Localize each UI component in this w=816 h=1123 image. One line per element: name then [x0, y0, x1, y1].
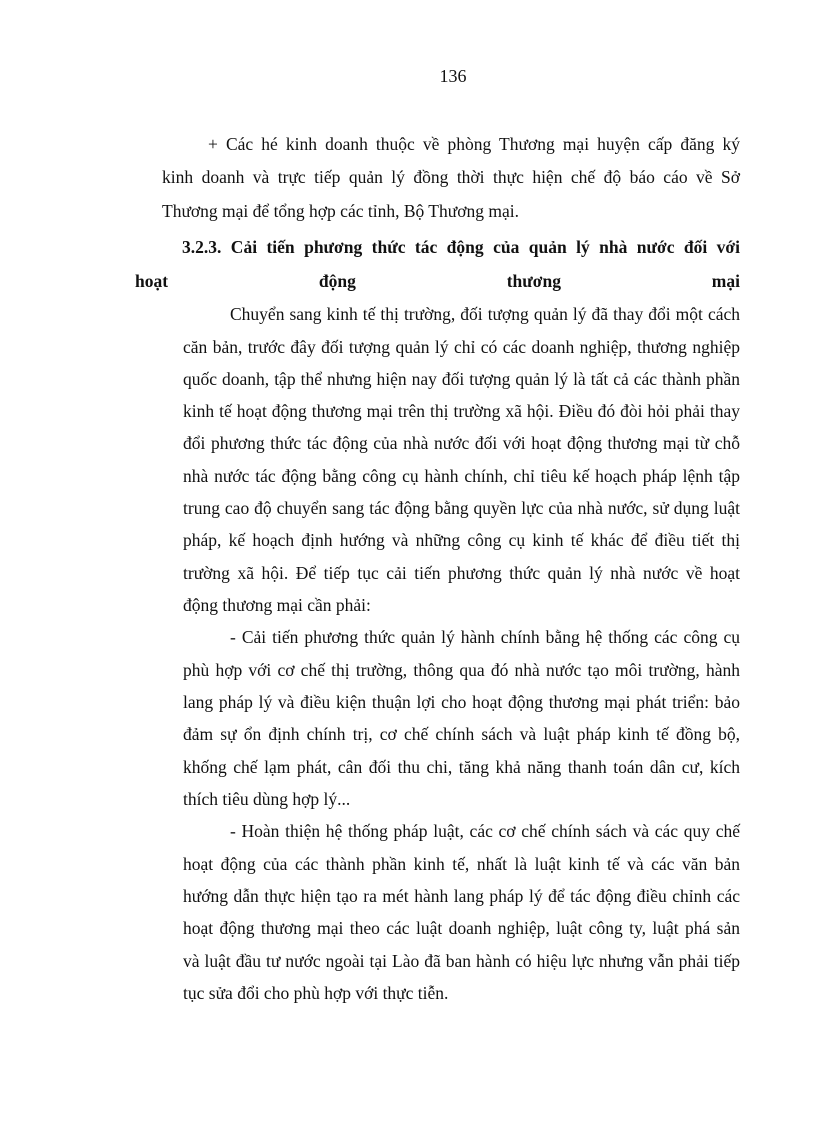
- paragraph-4-line-4: hoạt động thương mại theo các luật doanh nghiệp, luật công ty, luật phá sản: [183, 918, 740, 938]
- paragraph-4-line-3: hướng dẫn thực hiện tạo ra mét hành lang pháp lý để tác động điều chỉnh các: [183, 886, 740, 906]
- paragraph-2-line-8: pháp, kế hoạch định hướng và những công cụ kinh tế khác để điều tiết thị: [183, 530, 740, 550]
- paragraph-2-line-6: nhà nước tác động bằng công cụ hành chính, chỉ tiêu kế hoạch pháp lệnh tập: [183, 466, 740, 486]
- paragraph-4-line-5: và luật đầu tư nước ngoài tại Lào đã ban hành có hiệu lực nhưng vẫn phải tiếp: [183, 951, 740, 971]
- paragraph-2-line-2: căn bản, trước đây đối tượng quản lý chỉ có các doanh nghiệp, thương nghiệp: [183, 337, 740, 357]
- paragraph-3-line-3: lang pháp lý và điều kiện thuận lợi cho hoạt động thương mại phát triển: bảo: [183, 692, 740, 712]
- paragraph-2-line-3: quốc doanh, tập thể nhưng hiện nay đối tượng quản lý là tất cả các thành phần: [183, 369, 740, 389]
- paragraph-3-line-2: phù hợp với cơ chế thị trường, thông qua đó nhà nước tạo môi trường, hành: [183, 660, 740, 680]
- paragraph-2-line-9: trường xã hội. Để tiếp tục cải tiến phương thức quản lý nhà nước về hoạt: [183, 563, 740, 583]
- paragraph-2-line-4: kinh tế hoạt động thương mại trên thị trường xã hội. Điều đó đòi hỏi phải thay: [183, 401, 740, 421]
- paragraph-4-line-6: tục sửa đổi cho phù hợp với thực tiễn.: [183, 983, 449, 1003]
- paragraph-2-line-10: động thương mại cần phải:: [183, 595, 371, 615]
- paragraph-1-line-3: Thương mại để tổng hợp các tỉnh, Bộ Thương mại.: [162, 201, 519, 221]
- page-number: 136: [439, 66, 467, 86]
- paragraph-2-line-1: Chuyển sang kinh tế thị trường, đối tượng quản lý đã thay đổi một cách: [230, 304, 740, 324]
- paragraph-3-line-5: khống chế lạm phát, cân đối thu chi, tăng khả năng thanh toán dân cư, kích: [183, 757, 740, 777]
- section-heading-line-1: 3.2.3. Cải tiến phương thức tác động của quản lý nhà nước đối với: [182, 237, 740, 257]
- paragraph-1-line-1: + Các hé kinh doanh thuộc về phòng Thương mại huyện cấp đăng ký: [208, 134, 740, 154]
- paragraph-3-line-4: đảm sự ổn định chính trị, cơ chế chính sách và luật pháp kinh tế đồng bộ,: [183, 724, 740, 744]
- paragraph-2-line-7: trung cao độ chuyển sang tác động bằng quyền lực của nhà nước, sử dụng luật: [183, 498, 740, 518]
- paragraph-2-line-5: đổi phương thức tác động của nhà nước đối với hoạt động thương mại từ chỗ: [183, 433, 740, 453]
- paragraph-3-line-6: thích tiêu dùng hợp lý...: [183, 789, 351, 809]
- paragraph-1-line-2: kinh doanh và trực tiếp quản lý đồng thời thực hiện chế độ báo cáo về Sở: [162, 167, 740, 187]
- paragraph-3-line-1: - Cải tiến phương thức quản lý hành chính bằng hệ thống các công cụ: [230, 627, 740, 647]
- section-heading-line-2: hoạt động thương mại: [135, 271, 740, 291]
- paragraph-4-line-1: - Hoàn thiện hệ thống pháp luật, các cơ chế chính sách và các quy chế: [230, 821, 740, 841]
- paragraph-4-line-2: hoạt động của các thành phần kinh tế, nhất là luật kinh tế và các văn bản: [183, 854, 740, 874]
